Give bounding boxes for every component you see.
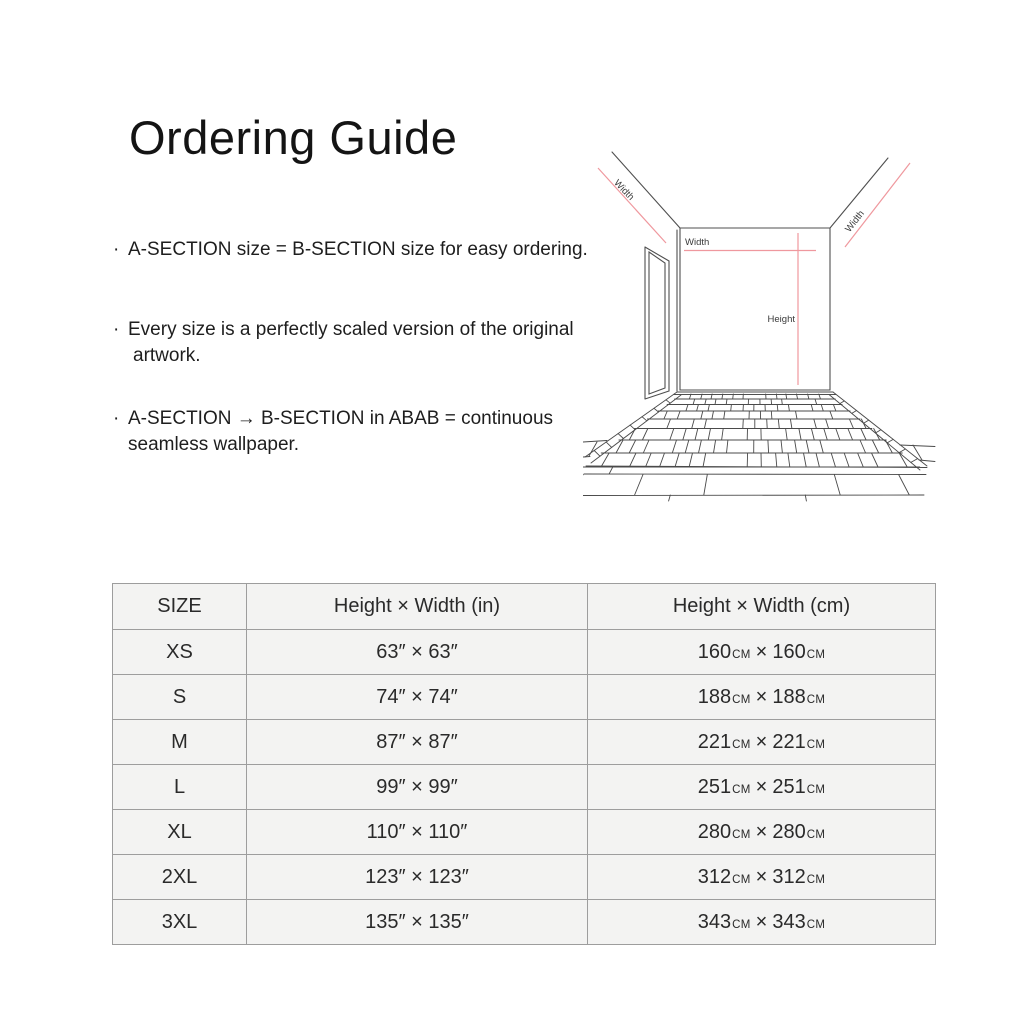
cm-unit: CM (732, 828, 751, 841)
size-cell: 3XL (113, 900, 247, 945)
cm-cell (588, 675, 936, 720)
cm-width-value: 251 (772, 775, 806, 798)
bullet-text-line: Every size is a perfectly scaled version of the original (128, 319, 574, 340)
baseboard (674, 392, 836, 395)
inches-cell: 63″ × 63″ (247, 630, 588, 675)
size-cell: S (113, 675, 247, 720)
bullet-marker: · (113, 239, 120, 260)
room-illustration (583, 140, 943, 505)
cm-cell (588, 900, 936, 945)
cm-unit: CM (732, 783, 751, 796)
times-sign: × (755, 685, 768, 708)
bullet-marker: · (113, 408, 120, 429)
bullet-text-line: seamless wallpaper. (128, 434, 300, 455)
cm-width-value: 160 (772, 640, 806, 663)
cm-cell (588, 630, 936, 675)
table-header-row (113, 584, 936, 630)
col-header-inches: Height × Width (in) (247, 584, 588, 630)
width-measure-right (845, 163, 910, 247)
size-cell: L (113, 765, 247, 810)
size-cell: M (113, 720, 247, 765)
door-panel (649, 252, 665, 394)
cm-width-value: 312 (772, 865, 806, 888)
cm-unit: CM (806, 918, 826, 931)
times-sign: × (755, 640, 768, 663)
inches-cell: 123″ × 123″ (247, 855, 588, 900)
size-table (112, 583, 936, 945)
inches-cell: 99″ × 99″ (247, 765, 588, 810)
width-label-back: Width (685, 237, 710, 248)
table-row (113, 765, 936, 810)
inches-cell: 135″ × 135″ (247, 900, 588, 945)
cm-cell (588, 810, 936, 855)
cm-height-value: 280 (697, 820, 732, 843)
cm-unit: CM (806, 738, 826, 751)
cm-unit: CM (732, 648, 751, 661)
cm-height-value: 251 (697, 775, 732, 798)
times-sign: × (755, 910, 768, 933)
bullet-item (113, 406, 553, 458)
cm-unit: CM (732, 873, 751, 886)
bullet-text-line: A-SECTION → B-SECTION in ABAB = continuous (128, 408, 554, 429)
cm-cell (588, 720, 936, 765)
cm-unit: CM (806, 648, 826, 661)
inches-cell: 74″ × 74″ (247, 675, 588, 720)
bullet-item (113, 317, 574, 369)
floor-tiles (583, 392, 943, 501)
cm-width-value: 343 (772, 910, 806, 933)
page-title: Ordering Guide (129, 111, 458, 164)
times-sign: × (755, 730, 768, 753)
inches-cell: 87″ × 87″ (247, 720, 588, 765)
cm-unit: CM (806, 828, 826, 841)
table-row (113, 810, 936, 855)
height-label: Height (767, 314, 795, 325)
width-label-right: Width (843, 208, 867, 235)
bullet-item (113, 237, 588, 263)
bullet-marker: · (113, 319, 120, 340)
size-cell: XS (113, 630, 247, 675)
table-row (113, 630, 936, 675)
cm-cell (588, 855, 936, 900)
table-row (113, 675, 936, 720)
table-row (113, 900, 936, 945)
size-cell: XL (113, 810, 247, 855)
cm-unit: CM (806, 873, 826, 886)
col-header-size: SIZE (113, 584, 247, 630)
cm-unit: CM (732, 693, 751, 706)
cm-width-value: 221 (772, 730, 806, 753)
cm-cell (588, 765, 936, 810)
back-wall (680, 228, 830, 390)
cm-width-value: 280 (772, 820, 806, 843)
width-label-left: Width (611, 177, 637, 203)
cm-height-value: 343 (697, 910, 732, 933)
cm-unit: CM (806, 693, 826, 706)
cm-height-value: 188 (697, 685, 732, 708)
width-measure-left (598, 168, 666, 243)
bullet-text-line: A-SECTION size = B-SECTION size for easy ordering. (128, 239, 588, 260)
times-sign: × (755, 865, 768, 888)
times-sign: × (755, 775, 768, 798)
inches-cell: 110″ × 110″ (247, 810, 588, 855)
cm-unit: CM (732, 918, 751, 931)
cm-width-value: 188 (772, 685, 806, 708)
cm-unit: CM (806, 783, 826, 796)
table-row (113, 720, 936, 765)
table-row (113, 855, 936, 900)
cm-unit: CM (732, 738, 751, 751)
col-header-cm: Height × Width (cm) (588, 584, 936, 630)
size-cell: 2XL (113, 855, 247, 900)
bullet-text-line: artwork. (133, 345, 201, 366)
times-sign: × (755, 820, 768, 843)
cm-height-value: 160 (697, 640, 732, 663)
cm-height-value: 312 (697, 865, 732, 888)
cm-height-value: 221 (697, 730, 732, 753)
